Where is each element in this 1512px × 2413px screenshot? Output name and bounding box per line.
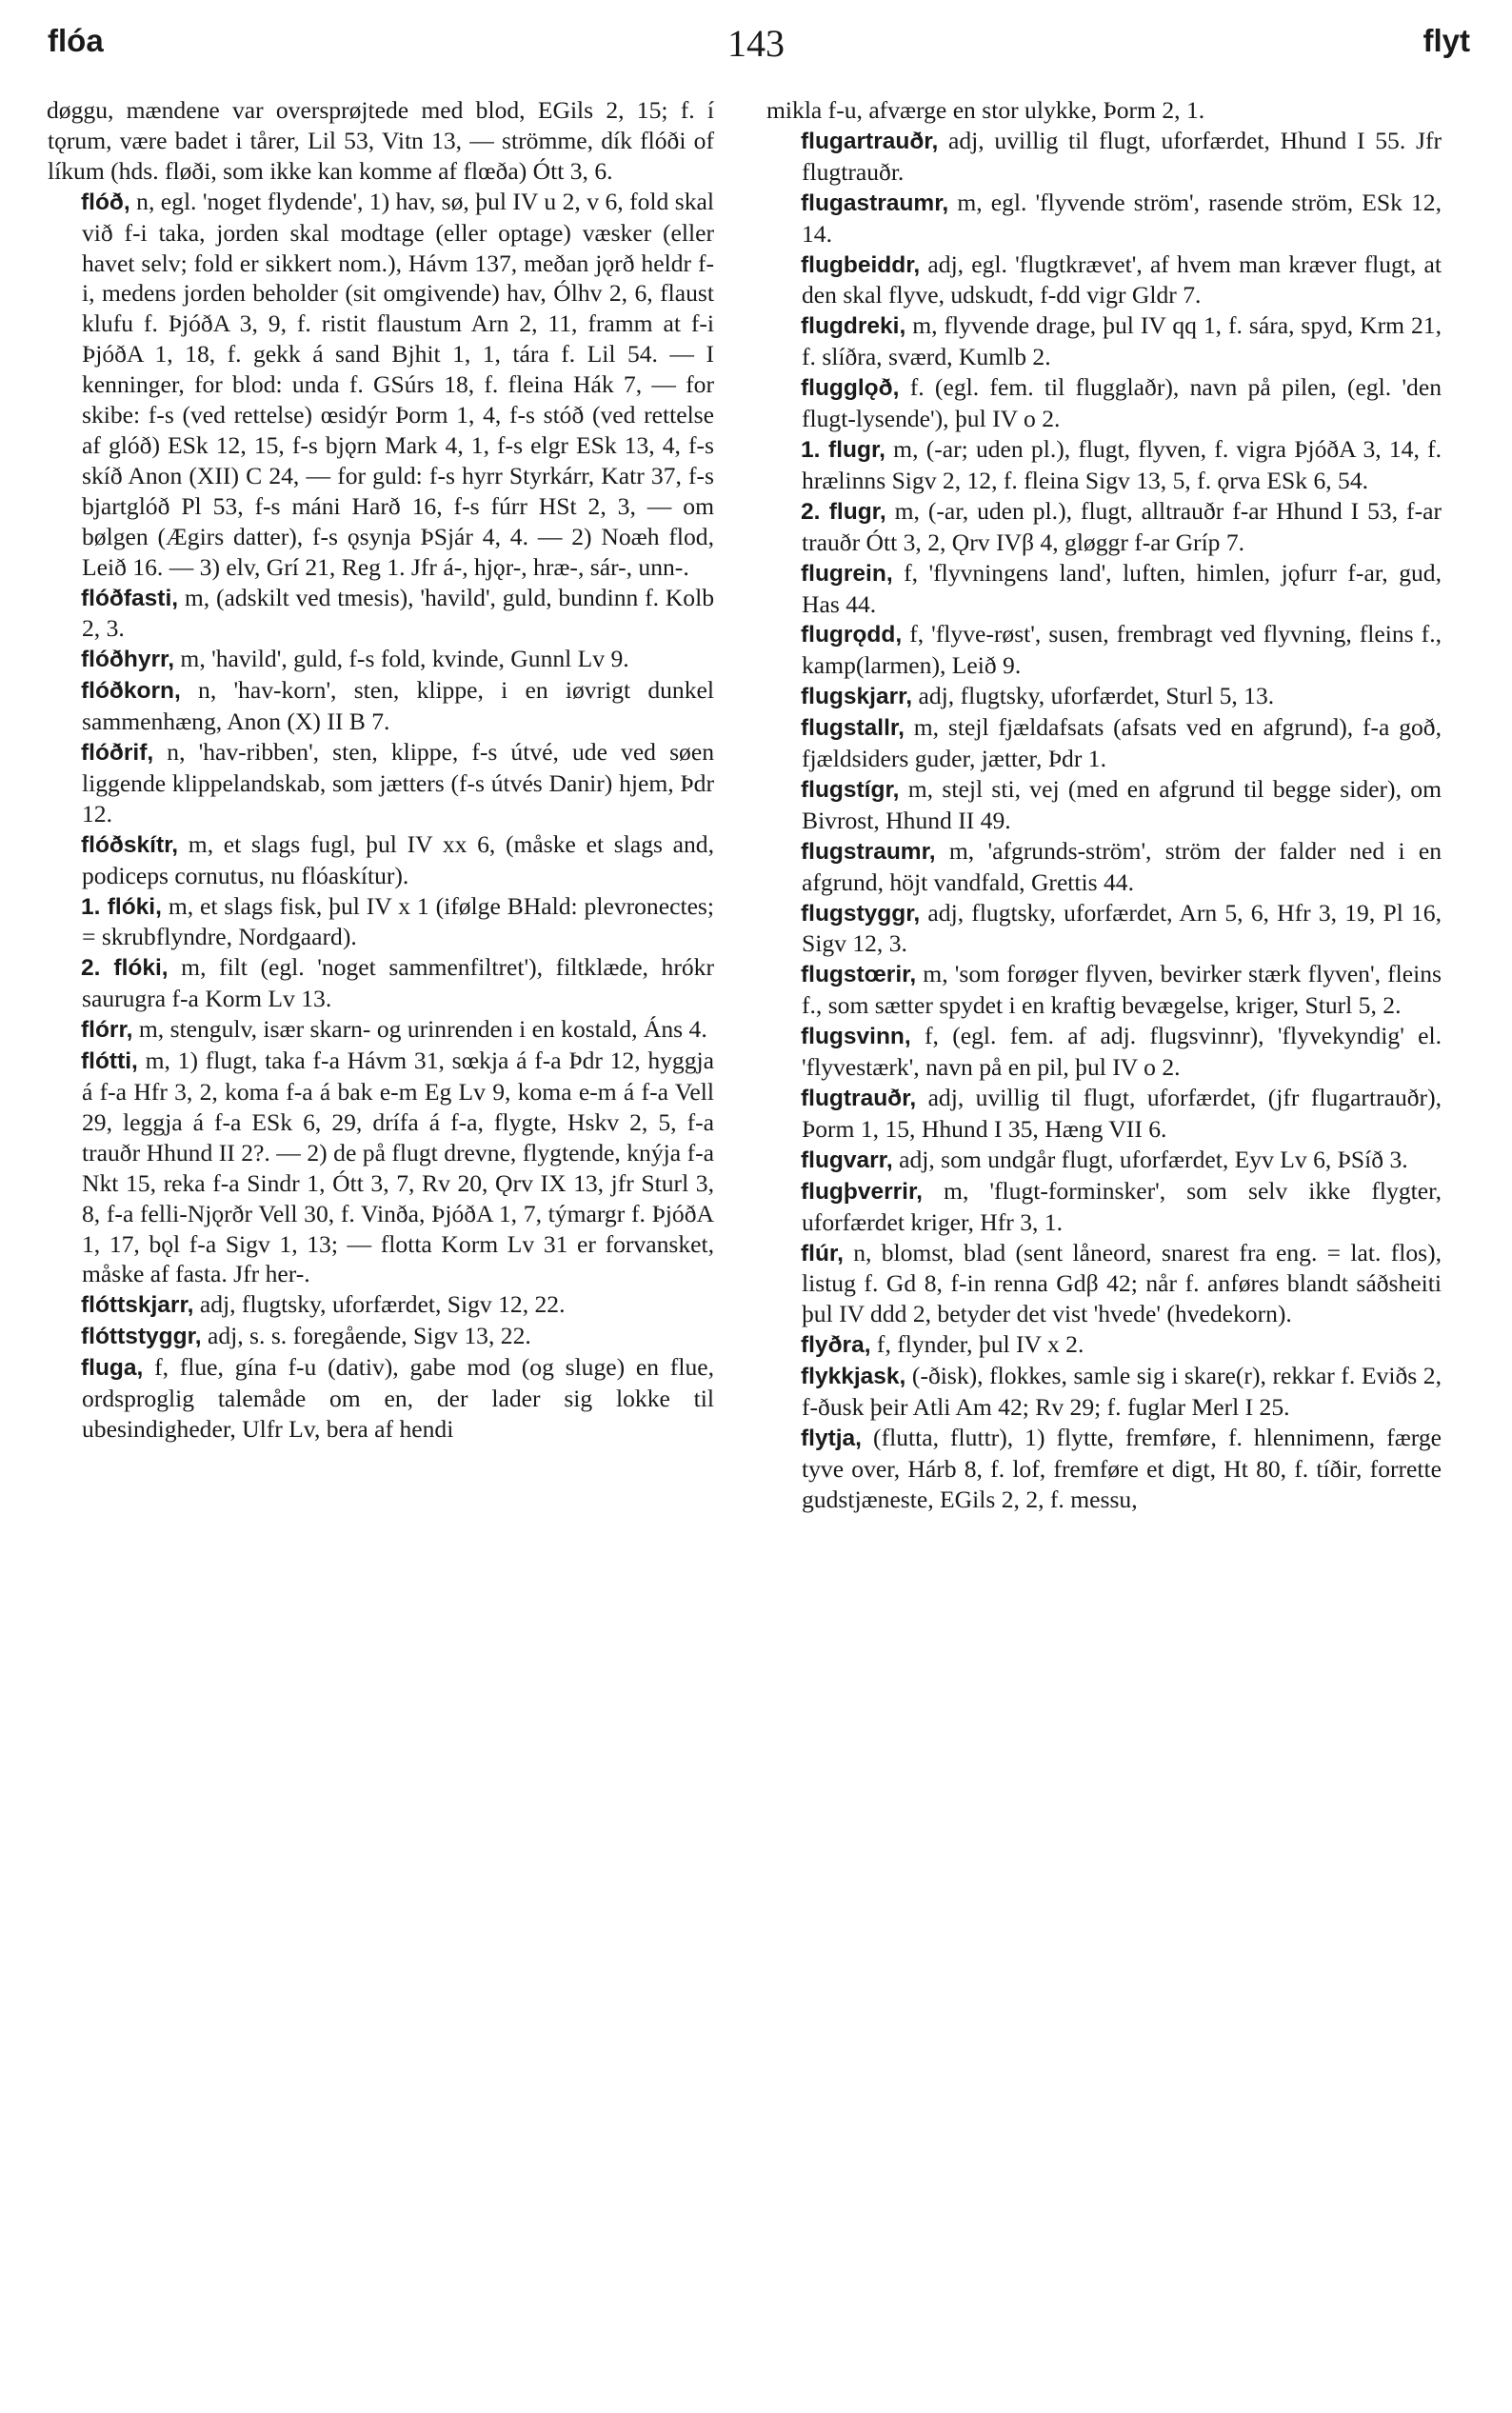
entry-body: m, 'havild', guld, f-s fold, kvinde, Gunnl Lv 9. bbox=[174, 645, 629, 673]
dictionary-entry bbox=[767, 126, 1442, 188]
entry-headword: flugsvinn, bbox=[801, 1024, 911, 1050]
entry-headword: flugdreki, bbox=[801, 313, 906, 340]
entry-body: m, (adskilt ved tmesis), 'havild', guld, bundinn f. Kolb 2, 3. bbox=[82, 583, 714, 643]
dictionary-entry bbox=[48, 583, 714, 645]
entry-body: f, flue, gína f-u (dativ), gabe mod (og sluge) en flue, ordsproglig talemåde om en, der lader sig lokke til ubesindigheder, Ulfr Lv, bera af hendi bbox=[82, 1353, 714, 1443]
entry-headword: flóðfasti, bbox=[81, 585, 179, 611]
dictionary-entry bbox=[48, 95, 714, 187]
entry-body: m, flyvende drage, þul IV qq 1, f. sára, spyd, Krm 21, f. slíðra, sværd, Kumlb 2. bbox=[802, 311, 1442, 371]
entry-body: m, 'afgrunds-ström', ström der falder ned i en afgrund, höjt vandfald, Grettis 44. bbox=[802, 836, 1442, 896]
entry-headword: flugglǫð, bbox=[801, 375, 900, 402]
dictionary-entry bbox=[767, 310, 1442, 372]
entry-body: f, (egl. fem. af adj. flugsvinnr), 'flyvekyndig' el. 'flyvestærk', navn på en pil, þul IV o 2. bbox=[802, 1022, 1442, 1082]
entry-headword: 2. flóki, bbox=[81, 955, 169, 982]
entry-headword: flóðhyrr, bbox=[81, 647, 175, 673]
entry-headword: flugrǫdd, bbox=[801, 622, 903, 648]
entry-headword: flytja, bbox=[801, 1425, 862, 1451]
entry-headword: flóðskítr, bbox=[81, 831, 179, 858]
entry-body: m, 'som forøger flyven, bevirker stærk flyven', fleins f., som sætter spydet i en kraftig bevægelse, kriger, Sturl 5, 2. bbox=[802, 960, 1442, 1020]
entry-headword: flórr, bbox=[81, 1017, 133, 1044]
entry-body: m, (-ar, uden pl.), flugt, alltrauðr f-ar Hhund I 53, f-ar trauðr Ótt 3, 2, Ǫrv IVβ 4, gløggr f-ar Gríp 7. bbox=[802, 496, 1442, 556]
entry-body: n, 'hav-ribben', sten, klippe, f-s útvé, ude ved søen liggende klippelandskab, som jætters (f-s útvés Danir) hjem, Þdr 12. bbox=[82, 738, 714, 828]
entry-headword: flugvarr, bbox=[801, 1147, 893, 1173]
dictionary-entry bbox=[767, 188, 1442, 249]
dictionary-entry bbox=[767, 1238, 1442, 1330]
entry-headword: flóttstyggr, bbox=[81, 1324, 202, 1350]
entry-body: adj, flugtsky, uforfærdet, Sturl 5, 13. bbox=[912, 682, 1275, 710]
dictionary-entry bbox=[767, 681, 1442, 712]
dictionary-entry bbox=[767, 836, 1442, 898]
entry-headword: flugskjarr, bbox=[801, 684, 913, 710]
entry-body: mikla f-u, afværge en stor ulykke, Þorm 2, 1. bbox=[766, 96, 1205, 124]
entry-body: adj, uvillig til flugt, uforfærdet, Hhund I 55. Jfr flugtrauðr. bbox=[802, 126, 1442, 186]
dictionary-entry bbox=[767, 1021, 1442, 1083]
dictionary-entry bbox=[48, 1289, 714, 1321]
dictionary-entry bbox=[767, 372, 1442, 434]
dictionary-entry bbox=[48, 1321, 714, 1352]
dictionary-entry bbox=[767, 434, 1442, 496]
dictionary-entry bbox=[767, 1329, 1442, 1361]
entry-body: adj, flugtsky, uforfærdet, Sigv 12, 22. bbox=[193, 1290, 566, 1319]
dictionary-entry bbox=[48, 1352, 714, 1445]
entry-headword: flykkjask, bbox=[801, 1364, 906, 1390]
entry-body: (-ðisk), flokkes, samle sig i skare(r), rekkar f. Eviðs 2, f-ðusk þeir Atli Am 42; Rv 29; f. fuglar Merl I 25. bbox=[802, 1362, 1442, 1422]
entry-headword: flugstyggr, bbox=[801, 900, 921, 927]
left-guide-word: flóa bbox=[48, 23, 104, 58]
dictionary-entry bbox=[48, 737, 714, 829]
dictionary-entry bbox=[767, 1145, 1442, 1176]
dictionary-entry bbox=[767, 496, 1442, 558]
entry-body: (flutta, fluttr), 1) flytte, fremføre, f. hlennimenn, færge tyve over, Hárb 8, f. lof, fremføre et digt, Ht 80, f. tíðir, forrette gudstjæneste, EGils 2, 2, f. messu, bbox=[802, 1423, 1442, 1513]
entry-headword: flóðrif, bbox=[81, 740, 154, 767]
entry-body: m, 'flugt-forminsker', som selv ikke flygter, uforfærdet kriger, Hfr 3, 1. bbox=[802, 1176, 1442, 1236]
dictionary-entry bbox=[767, 619, 1442, 681]
entry-body: n, blomst, blad (sent låneord, snarest fra eng. = lat. flos), listug f. Gd 8, f-in renna Gdβ 42; når f. anføres blandt sáðsheiti þul IV ddd 2, betyder det vist 'hvede' (hvedekorn). bbox=[802, 1238, 1442, 1328]
dictionary-entry bbox=[767, 1423, 1442, 1515]
dictionary-entry bbox=[48, 1014, 714, 1046]
dictionary-entry bbox=[767, 95, 1442, 126]
entry-headword: 1. flugr, bbox=[801, 436, 885, 463]
entry-body: døggu, mændene var oversprøjtede med blod, EGils 2, 15; f. í tǫrum, være badet i tårer, Lil 53, Vitn 13, — strömme, dík flóði of líkum (hds. fløði, som ikke kan komme af flœða) Ótt 3, 6. bbox=[47, 96, 714, 185]
entry-headword: 1. flóki, bbox=[81, 893, 162, 920]
entry-body: adj, som undgår flugt, uforfærdet, Eyv Lv 6, ÞSíð 3. bbox=[892, 1145, 1408, 1173]
entry-body: m, et slags fisk, þul IV x 1 (ifølge BHald: plevronectes; = skrubflyndre, Nordgaard). bbox=[82, 891, 714, 951]
entry-headword: flóðkorn, bbox=[81, 678, 181, 705]
entry-body: m, 1) flugt, taka f-a Hávm 31, sœkja á f-a Þdr 12, hyggja á f-a Hfr 3, 2, koma f-a á bak e-m Eg Lv 9, koma e-m á f-a Vell 29, leggja á f-a ESk 6, 29, drífa á f-a, flygte, Hskv 2, 5, f-a trauðr Hhund II 2?. — 2) de på flugt drevne, flygtende, knýja f-a Nkt 15, reka f-a Sindr 1, Ótt 3, 7, Rv 20, Ǫrv IX 13, jfr Sturl 3, 8, f-a felli-Njǫrðr Vell 30, f. Vinða, ÞjóðA 1, 7, týmargr f. ÞjóðA 1, 17, bǫl f-a Sigv 1, 13; — flotta Korm Lv 31 er forvansket, måske af fasta. Jfr her-. bbox=[82, 1047, 714, 1288]
dictionary-entry bbox=[767, 249, 1442, 311]
entry-body: m, egl. 'flyvende ström', rasende ström, ESk 12, 14. bbox=[802, 188, 1442, 248]
dictionary-entry bbox=[48, 891, 714, 953]
dictionary-entry bbox=[48, 952, 714, 1014]
entry-body: m, stengulv, især skarn- og urinrenden i en kostald, Áns 4. bbox=[132, 1015, 707, 1044]
dictionary-entry bbox=[767, 558, 1442, 620]
dictionary-entry bbox=[767, 1361, 1442, 1423]
entry-headword: flóttskjarr, bbox=[81, 1292, 194, 1319]
entry-headword: 2. flugr, bbox=[801, 498, 886, 525]
dictionary-entry bbox=[48, 829, 714, 891]
entry-body: f, 'flyve-røst', susen, frembragt ved flyvning, fleins f., kamp(larmen), Leið 9. bbox=[802, 620, 1442, 680]
entry-body: m, (-ar; uden pl.), flugt, flyven, f. vigra ÞjóðA 3, 14, f. hrælinns Sigv 2, 12, f. fleina Sigv 13, 5, f. ǫrva ESk 6, 54. bbox=[802, 434, 1442, 494]
dictionary-entry bbox=[48, 1046, 714, 1289]
entry-body: adj, egl. 'flugtkrævet', af hvem man kræver flugt, at den skal flyve, udskudt, f-dd vigr Gldr 7. bbox=[802, 249, 1442, 309]
dictionary-entry bbox=[767, 898, 1442, 960]
entry-headword: flugastraumr, bbox=[801, 189, 949, 216]
entry-body: f, flynder, þul IV x 2. bbox=[870, 1330, 1084, 1359]
entry-body: adj, uvillig til flugt, uforfærdet, (jfr flugartrauðr), Þorm 1, 15, Hhund I 35, Hæng VII 6. bbox=[802, 1084, 1442, 1143]
entry-body: m, et slags fugl, þul IV xx 6, (måske et slags and, podiceps cornutus, nu flóaskítur). bbox=[82, 829, 714, 889]
entry-body: m, filt (egl. 'noget sammenfiltret'), filtklæde, hrókr saurugra f-a Korm Lv 13. bbox=[82, 953, 714, 1013]
entry-body: m, stejl fjældafsats (afsats ved en afgrund), f-a goð, fjældsiders guder, jætter, Þdr 1. bbox=[802, 713, 1442, 773]
dictionary-entry bbox=[767, 774, 1442, 836]
dictionary-entry bbox=[48, 187, 714, 583]
entry-headword: flóð, bbox=[81, 189, 130, 215]
entry-body: f. (egl. fem. til flugglaðr), navn på pilen, (egl. 'den flugt-lysende'), þul IV o 2. bbox=[802, 373, 1442, 433]
dictionary-entry bbox=[767, 959, 1442, 1021]
right-guide-word: flyt bbox=[1422, 23, 1470, 58]
entry-body: n, 'hav-korn', sten, klippe, i en iøvrigt dunkel sammenhæng, Anon (X) II B 7. bbox=[82, 676, 714, 736]
entry-headword: flyðra, bbox=[801, 1332, 871, 1359]
dictionary-entry bbox=[767, 712, 1442, 774]
entry-body: adj, flugtsky, uforfærdet, Arn 5, 6, Hfr 3, 19, Pl 16, Sigv 12, 3. bbox=[802, 898, 1442, 958]
entry-body: adj, s. s. foregående, Sigv 13, 22. bbox=[201, 1322, 531, 1350]
entry-headword: flugbeiddr, bbox=[801, 251, 921, 278]
entry-headword: flótti, bbox=[81, 1048, 138, 1075]
dictionary-entry bbox=[767, 1176, 1442, 1238]
entry-headword: flugrein, bbox=[801, 560, 893, 587]
entry-body: f, 'flyvningens land', luften, himlen, jǫfurr f-ar, gud, Has 44. bbox=[802, 558, 1442, 618]
entry-headword: flugstallr, bbox=[801, 715, 905, 742]
left-column bbox=[48, 95, 714, 1445]
entry-headword: fluga, bbox=[81, 1355, 144, 1382]
entry-body: n, egl. 'noget flydende', 1) hav, sø, þul IV u 2, v 6, fold skal við f-i taka, jorden skal modtage (eller optage) væsker (eller havet selv; fold er sikkert nom.), Hávm 137, meðan jǫrð heldr f-i, medens jorden beholder (sit omgivende) hav, Ólhv 2, 6, flaust klufu f. ÞjóðA 3, 9, f. ristit flaustum Arn 2, 11, framm at f-i ÞjóðA 1, 18, f. gekk á sand Bjhit 1, 1, tára f. Lil 54. — I kenninger, for blod: unda f. GSúrs 18, f. fleina Hák 7, — for skibe: f-s (ved rettelse) œsidýr Þorm 1, 4, f-s stóð (ved rettelse af glóð) ESk 12, 15, f-s bjǫrn Mark 4, 1, f-s elgr ESk 13, 4, f-s skíð Anon (XII) C 24, — for guld: f-s hyrr Styrkárr, Katr 37, f-s bjartglóð Pl 53, f-s máni Harð 16, f-s fúrr HSt 2, 3, — om bølgen (Ægirs datter), f-s ǫsynja ÞSjár 4, 4. — 2) Noæh flod, Leið 16. — 3) elv, Grí 21, Reg 1. Jfr á-, hjǫr-, hræ-, sár-, unn-. bbox=[82, 187, 714, 581]
entry-headword: flúr, bbox=[801, 1240, 844, 1266]
entry-headword: flugartrauðr, bbox=[801, 128, 939, 154]
entry-headword: flugstraumr, bbox=[801, 838, 936, 865]
right-column bbox=[767, 95, 1442, 1515]
dictionary-entry bbox=[48, 675, 714, 737]
page-number: 143 bbox=[727, 22, 785, 65]
dictionary-entry bbox=[767, 1083, 1442, 1145]
entry-headword: flugtrauðr, bbox=[801, 1086, 917, 1111]
entry-body: m, stejl sti, vej (med en afgrund til begge sider), om Bivrost, Hhund II 49. bbox=[802, 774, 1442, 834]
entry-headword: flugþverrir, bbox=[801, 1178, 923, 1205]
entry-headword: flugstígr, bbox=[801, 776, 900, 803]
dictionary-entry bbox=[48, 644, 714, 675]
entry-headword: flugstœrir, bbox=[801, 962, 917, 988]
